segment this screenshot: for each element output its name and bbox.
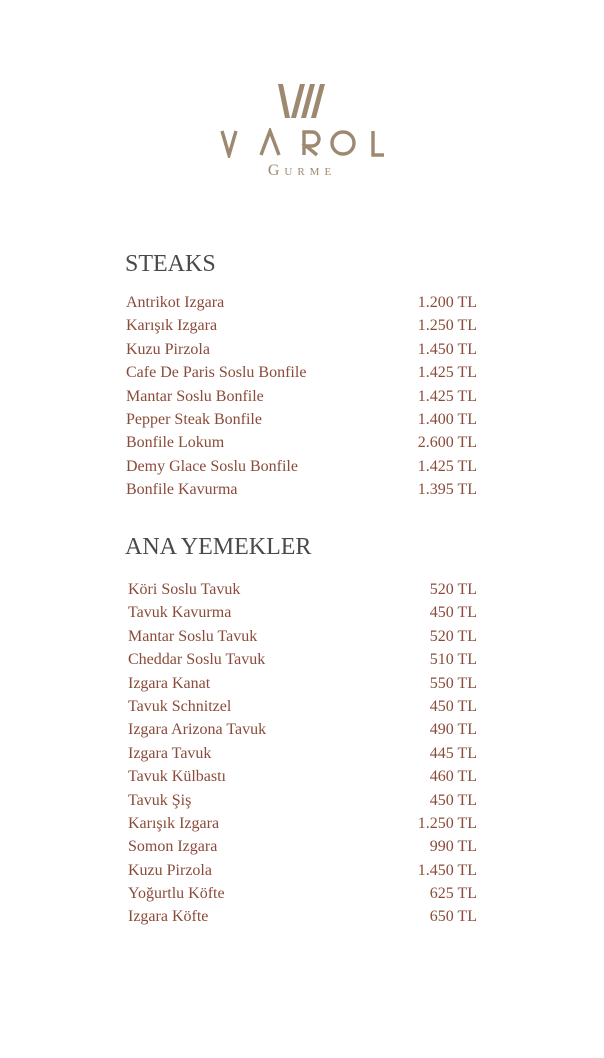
- menu-item: [126, 455, 477, 478]
- menu-item-name: Izgara Arizona Tavuk: [128, 721, 267, 739]
- menu-list: [128, 578, 477, 929]
- menu-item-price: 450 TL: [429, 604, 477, 622]
- menu-item-price: 450 TL: [429, 697, 477, 715]
- menu-item-name: Pepper Steak Bonfile: [126, 410, 262, 428]
- menu-item-name: Köri Soslu Tavuk: [128, 581, 241, 598]
- menu-item: [128, 695, 477, 718]
- menu-item-name: Cheddar Soslu Tavuk: [128, 651, 266, 669]
- menu-item-price: 1.250 TL: [417, 814, 477, 832]
- menu-item-price: 1.450 TL: [417, 861, 477, 879]
- menu-item-name: Kuzu Pirzola: [128, 861, 212, 879]
- menu-item-price: 520 TL: [429, 581, 477, 598]
- menu-item-price: 520 TL: [429, 627, 477, 645]
- menu-list: [126, 291, 477, 502]
- logo-subtitle: Gurme: [267, 162, 337, 179]
- menu-item-name: Karışık Izgara: [126, 317, 218, 335]
- menu-item: [128, 625, 477, 648]
- steaks-section: [125, 250, 477, 499]
- menu-item: [126, 408, 477, 431]
- menu-item-price: 460 TL: [429, 768, 477, 786]
- menu-item-price: 1.250 TL: [417, 317, 477, 335]
- logo-brand-wordmark: [218, 128, 386, 158]
- menu-item-name: Bonfile Lokum: [126, 434, 225, 452]
- menu-item: [128, 718, 477, 741]
- menu-item-name: Kuzu Pirzola: [126, 340, 210, 358]
- menu-item-name: Demy Glace Soslu Bonfile: [126, 457, 298, 475]
- varol-gurme-logo: [0, 80, 604, 190]
- section-title: STEAKS: [125, 251, 216, 277]
- menu-item: [128, 859, 477, 882]
- menu-item-price: 445 TL: [429, 744, 477, 762]
- menu-item-price: 2.600 TL: [417, 434, 477, 452]
- menu-item-name: Tavuk Şiş: [128, 791, 192, 809]
- menu-item-name: Tavuk Külbastı: [128, 768, 226, 786]
- menu-item-name: Yoğurtlu Köfte: [128, 885, 225, 903]
- menu-item-price: 450 TL: [429, 791, 477, 809]
- menu-item-name: Antrikot Izgara: [126, 294, 225, 311]
- menu-item-price: 490 TL: [429, 721, 477, 739]
- menu-item-price: 990 TL: [429, 838, 477, 856]
- menu-item-price: 625 TL: [429, 885, 477, 903]
- menu-item: [126, 291, 477, 314]
- section-title: ANA YEMEKLER: [125, 534, 312, 560]
- menu-item-price: 1.425 TL: [417, 387, 477, 405]
- menu-item-price: 1.425 TL: [417, 364, 477, 382]
- menu-item-name: Mantar Soslu Bonfile: [126, 387, 264, 405]
- menu-item: [128, 789, 477, 812]
- menu-item-price: 1.450 TL: [417, 340, 477, 358]
- menu-item-name: Tavuk Kavurma: [128, 604, 232, 622]
- menu-item-name: Izgara Kanat: [128, 674, 211, 692]
- menu-item: [128, 578, 477, 601]
- menu-item: [128, 601, 477, 624]
- menu-item: [128, 882, 477, 905]
- menu-item-name: Somon Izgara: [128, 838, 218, 856]
- menu-item-price: 1.425 TL: [417, 457, 477, 475]
- menu-item-name: Mantar Soslu Tavuk: [128, 627, 258, 645]
- menu-item: [128, 672, 477, 695]
- menu-item-price: 650 TL: [429, 908, 477, 926]
- menu-item-name: Izgara Tavuk: [128, 744, 212, 762]
- menu-item: [128, 905, 477, 928]
- menu-item: [126, 431, 477, 454]
- menu-item-price: 1.395 TL: [417, 481, 477, 499]
- menu-item: [128, 765, 477, 788]
- menu-item: [126, 385, 477, 408]
- ana-yemekler-section: [125, 533, 477, 926]
- menu-item: [126, 314, 477, 337]
- menu-item: [126, 478, 477, 501]
- menu-item: [128, 835, 477, 858]
- menu-item: [126, 338, 477, 361]
- menu-item-price: 1.400 TL: [417, 410, 477, 428]
- menu-item-price: 1.200 TL: [417, 294, 477, 311]
- menu-item-name: Karışık Izgara: [128, 814, 220, 832]
- menu-item-name: Izgara Köfte: [128, 908, 209, 926]
- menu-item: [128, 742, 477, 765]
- menu-item: [128, 812, 477, 835]
- menu-item-price: 510 TL: [429, 651, 477, 669]
- menu-item-name: Tavuk Schnitzel: [128, 697, 232, 715]
- logo-stripes-icon: [278, 84, 326, 118]
- menu-item-name: Bonfile Kavurma: [126, 481, 238, 499]
- menu-item-price: 550 TL: [429, 674, 477, 692]
- menu-item: [128, 648, 477, 671]
- menu-item-name: Cafe De Paris Soslu Bonfile: [126, 364, 307, 382]
- menu-item: [126, 361, 477, 384]
